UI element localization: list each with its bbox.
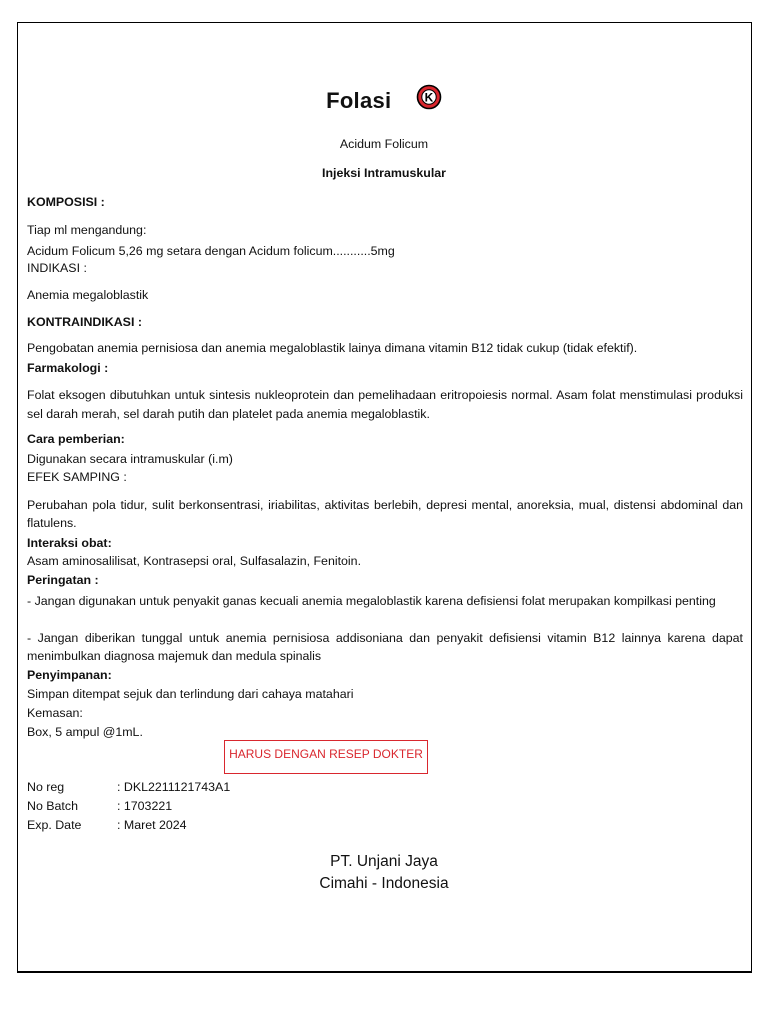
product-title: Folasi: [326, 88, 392, 113]
indikasi-heading: INDIKASI :: [27, 261, 87, 275]
efek-samping-heading: EFEK SAMPING :: [27, 470, 127, 484]
batch-number-value: : 1703221: [117, 799, 173, 813]
interaksi-obat-text: Asam aminosalilisat, Kontrasepsi oral, Sulfasalazin, Fenitoin.: [27, 554, 362, 568]
penyimpanan-text: Simpan ditempat sejuk dan terlindung dari cahaya matahari: [27, 687, 354, 701]
batch-number-label: No Batch: [27, 799, 78, 813]
exp-date-label: Exp. Date: [27, 818, 82, 832]
peringatan-item-2: - Jangan diberikan tunggal untuk anemia pernisiosa addisoniana dan penyakit defisiensi vitamin B12 lainnya karena dapat menimbulkan diagnosa majemuk dan medula spinalis: [27, 631, 743, 663]
komposisi-heading: KOMPOSISI :: [27, 195, 105, 209]
peringatan-heading: Peringatan :: [27, 573, 99, 587]
title-row: [0, 88, 768, 114]
hard-drug-k-icon: [416, 84, 442, 110]
kemasan-text: Box, 5 ampul @1mL.: [27, 725, 143, 739]
reg-number-value: : DKL2211121743A1: [117, 780, 231, 794]
efek-samping-text: Perubahan pola tidur, sulit berkonsentrasi, iriabilitas, aktivitas berlebih, depresi mental, anoreksia, mual, distensi abdominal dan flatulens.: [27, 498, 743, 530]
komposisi-line-1: Tiap ml mengandung:: [27, 223, 147, 237]
company-location: Cimahi - Indonesia: [319, 875, 449, 892]
kemasan-heading: Kemasan:: [27, 706, 83, 720]
interaksi-obat-heading: Interaksi obat:: [27, 536, 112, 550]
farmakologi-text: Folat eksogen dibutuhkan untuk sintesis nukleoprotein dan pemelihadaan eritropoiesis normal. Asam folat menstimulasi produksi sel darah merah, sel darah putih dan platelet pada anemia megaloblastik.: [27, 388, 743, 421]
prescription-warning-text: HARUS DENGAN RESEP DOKTER: [229, 747, 423, 761]
farmakologi-heading: Farmakologi :: [27, 361, 109, 375]
prescription-warning-box: [224, 740, 428, 774]
exp-date-value: : Maret 2024: [117, 818, 187, 832]
kontraindikasi-heading: KONTRAINDIKASI :: [27, 315, 142, 329]
penyimpanan-heading: Penyimpanan:: [27, 668, 112, 682]
company-name: PT. Unjani Jaya: [330, 853, 438, 870]
cara-pemberian-text: Digunakan secara intramuskular (i.m): [27, 452, 233, 466]
logo-letter: K: [424, 90, 434, 105]
cara-pemberian-heading: Cara pemberian:: [27, 432, 125, 446]
peringatan-item-1: - Jangan digunakan untuk penyakit ganas kecuali anemia megaloblastik karena defisiensi folat merupakan kompilkasi penting: [27, 594, 716, 608]
route-of-administration: Injeksi Intramuskular: [322, 166, 446, 180]
kontraindikasi-text: Pengobatan anemia pernisiosa dan anemia megaloblastik lainya dimana vitamin B12 tidak cukup (tidak efektif).: [27, 341, 638, 355]
reg-number-label: No reg: [27, 780, 65, 794]
komposisi-line-2: Acidum Folicum 5,26 mg setara dengan Acidum folicum...........5mg: [27, 244, 395, 258]
indikasi-text: Anemia megaloblastik: [27, 288, 149, 302]
product-subtitle: Acidum Folicum: [339, 137, 429, 151]
